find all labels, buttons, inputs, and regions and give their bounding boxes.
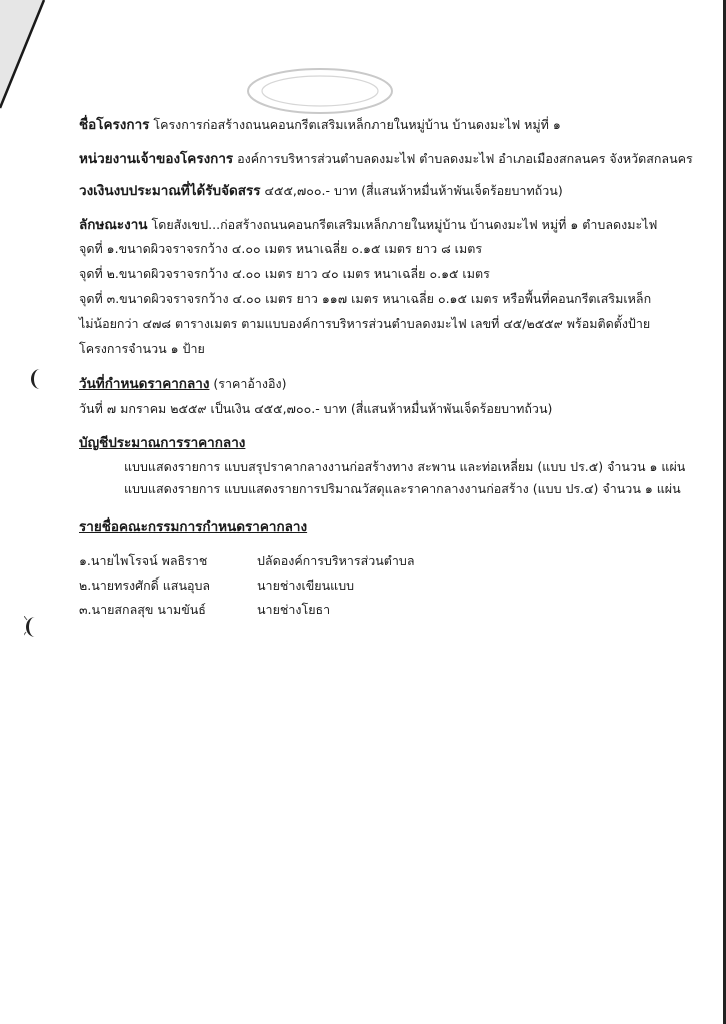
work-point-2: จุดที่ ๒.ขนาดผิวจราจรกว้าง ๔.๐๐ เมตร ยาว ๔๐ เมตร หนาเฉลี่ย ๐.๑๕ เมตร bbox=[79, 266, 490, 281]
project-name-row bbox=[79, 119, 561, 133]
project-name-label: ชื่อโครงการ bbox=[79, 117, 150, 133]
estimates-heading: บัญชีประมาณการราคากลาง bbox=[79, 435, 246, 451]
committee-member-position: นายช่างเขียนแบบ bbox=[257, 578, 355, 593]
work-sign-line: โครงการจำนวน ๑ ป้าย bbox=[79, 341, 205, 356]
punch-hole-mark bbox=[30, 368, 48, 390]
project-owner-label: หน่วยงานเจ้าของโครงการ bbox=[79, 151, 234, 167]
estimate-form-pr5: แบบแสดงรายการ แบบสรุปราคากลางงานก่อสร้างทาง สะพาน และท่อเหลี่ยม (แบบ ปร.๕) จำนวน ๑ แผ่น bbox=[124, 459, 686, 474]
committee-heading: รายชื่อคณะกรรมการกำหนดราคากลาง bbox=[79, 519, 308, 535]
faded-seal-stamp bbox=[245, 66, 395, 116]
median-price-note: (ราคาอ้างอิง) bbox=[213, 376, 287, 391]
project-owner-row bbox=[79, 153, 693, 167]
committee-member-name: ๒.นายทรงศักดิ์ แสนอุบล bbox=[79, 578, 211, 593]
work-area-line: ไม่น้อยกว่า ๔๗๘ ตารางเมตร ตามแบบองค์การบริหารส่วนตำบลดงมะไฟ เลขที่ ๔๕/๒๕๕๙ พร้อมติดตั้งป้าย bbox=[79, 316, 651, 331]
project-budget-row bbox=[79, 185, 563, 199]
punch-hole-mark bbox=[24, 616, 44, 638]
committee-member-position: นายช่างโยธา bbox=[257, 602, 331, 617]
work-point-1: จุดที่ ๑.ขนาดผิวจราจรกว้าง ๔.๐๐ เมตร หนาเฉลี่ย ๐.๑๕ เมตร ยาว ๘ เมตร bbox=[79, 241, 483, 256]
median-price-detail: วันที่ ๗ มกราคม ๒๕๕๙ เป็นเงิน ๔๕๕,๗๐๐.- บาท (สี่แสนห้าหมื่นห้าพันเจ็ดร้อยบาทถ้วน) bbox=[79, 401, 553, 416]
project-owner-value: องค์การบริหารส่วนตำบลดงมะไฟ ตำบลดงมะไฟ อำเภอเมืองสกลนคร จังหวัดสกลนคร bbox=[237, 151, 693, 166]
scan-corner-artifact bbox=[0, 0, 60, 110]
project-budget-value: ๔๕๕,๗๐๐.- บาท (สี่แสนห้าหมื่นห้าพันเจ็ดร้อยบาทถ้วน) bbox=[264, 183, 563, 198]
committee-member-name: ๑.นายไพโรจน์ พลธิราช bbox=[79, 553, 208, 568]
work-summary-row bbox=[79, 219, 657, 233]
estimate-form-pr4: แบบแสดงรายการ แบบแสดงรายการปริมาณวัสดุและราคากลางงานก่อสร้าง (แบบ ปร.๔) จำนวน ๑ แผ่น bbox=[124, 481, 681, 496]
work-summary: โดยสังเขป...ก่อสร้างถนนคอนกรีตเสริมเหล็กภายในหมู่บ้าน บ้านดงมะไฟ หมู่ที่ ๑ ตำบลดงมะไฟ bbox=[151, 217, 658, 232]
project-name-value: โครงการก่อสร้างถนนคอนกรีตเสริมเหล็กภายในหมู่บ้าน บ้านดงมะไฟ หมู่ที่ ๑ bbox=[153, 117, 561, 132]
project-budget-label: วงเงินงบประมาณที่ได้รับจัดสรร bbox=[79, 183, 261, 199]
median-price-label: วันที่กำหนดราคากลาง bbox=[79, 376, 210, 392]
committee-member-position: ปลัดองค์การบริหารส่วนตำบล bbox=[257, 553, 415, 568]
committee-member-name: ๓.นายสกลสุข นามขันธ์ bbox=[79, 602, 206, 617]
median-price-heading bbox=[79, 378, 287, 392]
work-point-3: จุดที่ ๓.ขนาดผิวจราจรกว้าง ๔.๐๐ เมตร ยาว ๑๑๗ เมตร หนาเฉลี่ย ๐.๑๕ เมตร หรือพื้นที่คอนกรีตเสริมเหล็ก bbox=[79, 291, 652, 306]
work-label: ลักษณะงาน bbox=[79, 217, 148, 233]
